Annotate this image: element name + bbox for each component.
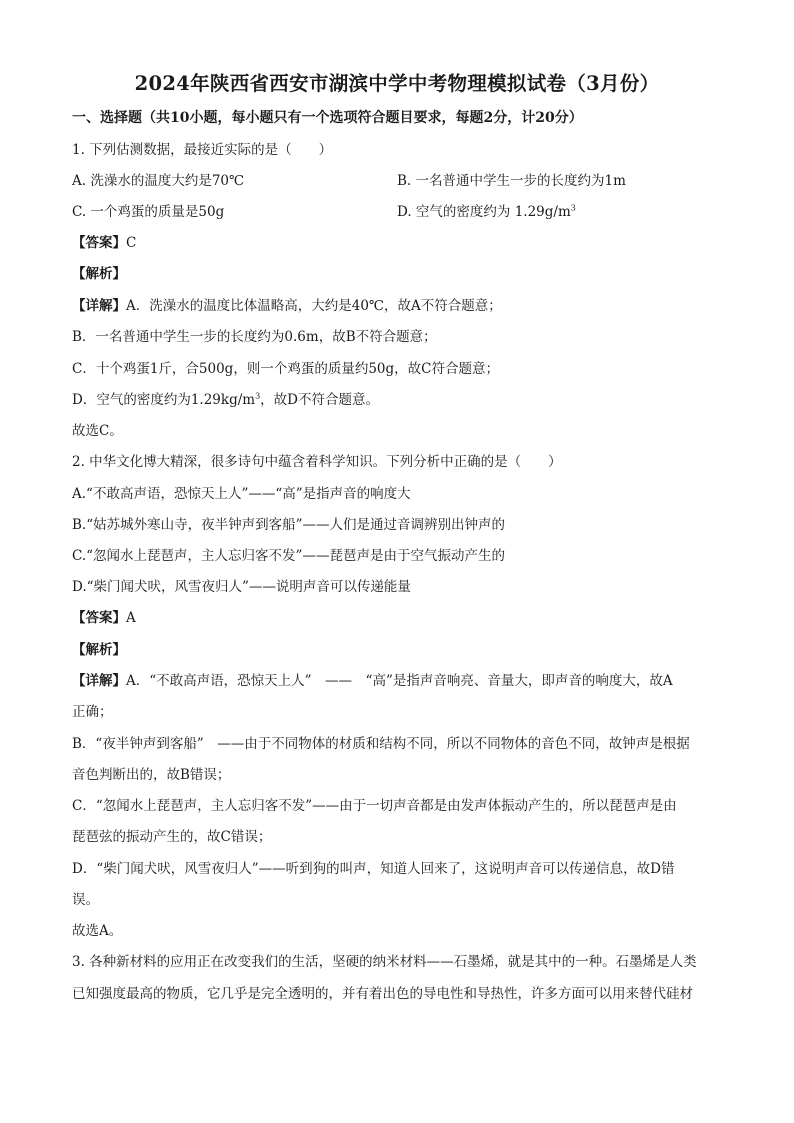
answer-label: 【答案】 xyxy=(72,610,126,626)
q2-option-d: D.“柴门闻犬吠，风雪夜归人”——说明声音可以传递能量 xyxy=(72,579,411,595)
q2-analysis-label: 【解析】 xyxy=(72,642,126,658)
q1-detail-a xyxy=(72,297,502,315)
q2-option-c: C.“忽闻水上琵琶声，主人忘归客不发”——琵琶声是由于空气振动产生的 xyxy=(72,548,505,564)
q1-option-d xyxy=(397,203,576,221)
q1-stem: 1. 下列估测数据，最接近实际的是（ ） xyxy=(72,142,333,158)
q1-detail-b: B．一名普通中学生一步的长度约为0.6m，故B不符合题意； xyxy=(72,329,437,345)
q2-detail-d-cont: 误。 xyxy=(72,892,99,908)
q2-detail-d: D．“柴门闻犬吠，风雪夜归人”——听到狗的叫声，知道人回来了，这说明声音可以传递信息，故D错 xyxy=(72,861,675,877)
q1-detail-d-sup: 3 xyxy=(255,391,261,401)
q1-analysis-label: 【解析】 xyxy=(72,266,126,282)
q1-answer-value: C xyxy=(126,235,137,251)
q1-detail-a-text: A．洗澡水的温度比体温略高，大约是40℃，故A不符合题意； xyxy=(126,298,502,314)
q2-detail-c-cont: 琵琶弦的振动产生的，故C错误； xyxy=(72,829,272,845)
q2-detail-b-cont: 音色判断出的，故B错误； xyxy=(72,767,231,783)
q1-option-b: B. 一名普通中学生一步的长度约为1m xyxy=(397,173,626,189)
q2-option-b: B.“姑苏城外寒山寺，夜半钟声到客船”——人们是通过音调辨别出钟声的 xyxy=(72,517,506,533)
q2-conclusion: 故选A。 xyxy=(72,923,123,939)
q1-detail-c: C．十个鸡蛋1斤，合500g，则一个鸡蛋的质量约50g，故C符合题意； xyxy=(72,361,499,377)
q1-option-d-text: D. 空气的密度约为 1.29g/m xyxy=(397,204,571,220)
section-heading: 一、选择题（共10小题，每小题只有一个选项符合题目要求，每题2分，计20分） xyxy=(72,110,583,126)
q2-answer xyxy=(72,609,136,627)
page-title: 2024年陕西省西安市湖滨中学中考物理模拟试卷（3月份） xyxy=(134,72,660,95)
answer-label: 【答案】 xyxy=(72,235,126,251)
detail-label: 【详解】 xyxy=(72,298,126,314)
q2-answer-value: A xyxy=(126,610,136,626)
q1-detail-d xyxy=(72,391,379,409)
q1-detail-d-pre: D．空气的密度约为1.29kg/m xyxy=(72,392,256,408)
q2-option-a: A.“不敢高声语，恐惊天上人”——“高”是指声音的响度大 xyxy=(72,486,411,502)
q2-detail-c: C．“忽闻水上琵琶声，主人忘归客不发”——由于一切声音都是由发声体振动产生的，所以琵琶声是由 xyxy=(72,798,677,814)
q3-stem-cont: 已知强度最高的物质，它几乎是完全透明的，并有着出色的导电性和导热性，许多方面可以用来替代硅材 xyxy=(72,986,693,1002)
detail-label: 【详解】 xyxy=(72,673,126,689)
q1-answer xyxy=(72,234,136,252)
q2-detail-a-cont: 正确； xyxy=(72,704,113,720)
q2-stem: 2. 中华文化博大精深，很多诗句中蕴含着科学知识。下列分析中正确的是（ ） xyxy=(72,454,562,470)
q3-stem: 3. 各种新材料的应用正在改变我们的生活，坚硬的纳米材料——石墨烯，就是其中的一种。石墨烯是人类 xyxy=(72,954,697,970)
q1-conclusion: 故选C。 xyxy=(72,423,123,439)
q1-option-a: A. 洗澡水的温度大约是70℃ xyxy=(72,173,245,189)
q2-detail-b: B．“夜半钟声到客船” ——由于不同物体的材质和结构不同，所以不同物体的音色不同，故钟声是根据 xyxy=(72,736,690,752)
q1-detail-d-post: ，故D不符合题意。 xyxy=(260,392,379,408)
q1-option-c: C. 一个鸡蛋的质量是50g xyxy=(72,204,225,220)
q2-detail-a xyxy=(72,672,673,690)
q1-option-d-sup: 3 xyxy=(570,203,576,213)
q2-detail-a-text: A．“不敢高声语，恐惊天上人” —— “高”是指声音响亮、音量大，即声音的响度大，故A xyxy=(126,673,673,689)
